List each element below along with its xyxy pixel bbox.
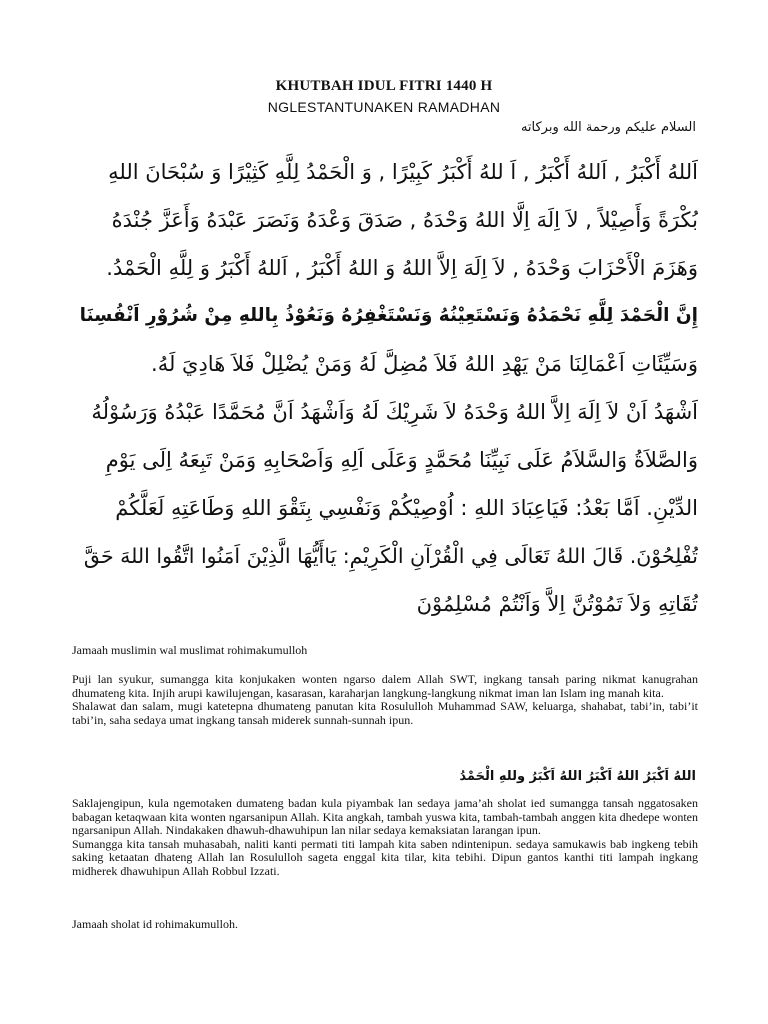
paragraph-muhasabah: Sumangga kita tansah muhasabah, naliti kanti permati titi lampah kita saben ndintenipun. sedaya samukawis bab ingkeng tebih saking ketaatan dhateng Allah lan Rosululloh sageta enggal kita tilar, kita tebihi. Dipun gantos kanthi titi lampah ingkang midherek dhawuhipun Allah Robbul Izzati. — [72, 836, 698, 878]
paragraph-shalawat: Shalawat dan salam, mugi katetepna dhumateng panutan kita Rosululloh Muhammad SAW, keluarga, shahabat, tabi’in, tabi’it tabi’in, saha sedaya umat ingkang tansah miderek sunnah-sunnah ipun. — [72, 699, 698, 727]
paragraph-reminder: Saklajengipun, kula ngemotaken dumateng badan kula piyambak lan sedaya jama’ah sholat ied sumangga tansah nggatosaken babagan ketaqwaan kita wonten ngarsanipun Allah. Kita angkah, tambah yuswa kita, tambah-tambah anggen kita dhedepe wonten ngarsanipun Allah. Nindakaken dhawuh-dhawuhipun lan nilar sedaya kemaksiatan larangan ipun. — [72, 796, 698, 838]
arabic-opening-block — [70, 148, 698, 628]
closing-greeting: Jamaah sholat id rohimakumulloh. — [72, 917, 238, 931]
takbir-line: اللهُ اَكْبَرُ اللهُ اَكْبَرُ اللهُ اَكْبَرُ وللهِ الْحَمْدُ — [459, 769, 696, 784]
document-title: KHUTBAH IDUL FITRI 1440 H — [275, 78, 493, 94]
arabic-line: اَللهُ أَكْبَرُ , اَللهُ أَكْبَرُ , اَ للهُ أَكْبَرُ كَبِيْرًا , وَ الْحَمْدُ لِلَّهِ كَثِيْرًا وَ سُبْحَانَ اللهِ — [108, 160, 698, 184]
greeting-paragraph: Jamaah muslimin wal muslimat rohimakumulloh — [72, 643, 308, 657]
arabic-line: وَهَزَمَ الْأَحْزَابَ وَحْدَهُ , لاَ اِلَهَ اِلاَّ اللهُ وَ اللهُ أَكْبَرُ , اَللهُ أَكْبَرُ وَ لِلَّهِ الْحَمْدُ. — [106, 256, 698, 280]
arabic-line: إِنَّ الْحَمْدَ لِلَّهِ نَحْمَدُهُ وَنَسْتَعِيْنُهُ وَنَسْتَغْفِرُهُ وَنَعُوْذُ بِاللهِ مِنْ شُرُوْرِ اَنْفُسِنَا — [79, 305, 698, 326]
arabic-line: بُكْرَةً وَأَصِيْلاً , لاَ اِلَهَ اِلَّا اللهُ وَحْدَهُ , صَدَقَ وَعْدَهُ وَنَصَرَ عَبْدَهُ وَأَعَزَّ جُنْدَهُ — [111, 208, 698, 232]
arabic-line: الدِّيْنِ. اَمَّا بَعْدُ: فَيَاعِبَادَ اللهِ : اُوْصِيْكُمْ وَنَفْسِي بِتَقْوَ اللهِ وَطَاعَتِهِ لَعَلَّكُمْ — [115, 496, 698, 520]
arabic-line: وَسَيِّئَاتِ اَعْمَالِنَا مَنْ يَهْدِ اللهُ فَلاَ مُضِلَّ لَهُ وَمَنْ يُضْلِلْ فَلاَ هَادِيَ لَهُ. — [151, 352, 698, 376]
body-paragraph-group — [72, 673, 698, 727]
arabic-line: تُقَاتِهِ وَلاَ تَمُوْتُنَّ اِلاَّ وَاَنْتُمْ مُسْلِمُوْنَ — [416, 592, 698, 616]
arabic-line: تُفْلِحُوْنَ. قَالَ اللهُ تَعَالَى فِي الْقُرْآنِ الْكَرِيْمِ: يَاأَيُّهَا الَّذِيْنَ اَمَنُوا اتَّقُوا اللهَ حَقَّ — [83, 544, 698, 568]
body-paragraph-group — [72, 797, 698, 879]
arabic-line: وَالصَّلاَةُ وَالسَّلاَمُ عَلَى نَبِيِّنَا مُحَمَّدٍ وَعَلَى اَلِهِ وَاَصْحَابِهِ وَمَنْ تَبِعَهُ اِلَى يَوْمِ — [105, 448, 698, 472]
salam-greeting: السلام عليكم ورحمة الله وبركاته — [520, 120, 696, 135]
document-subtitle: NGLESTANTUNAKEN RAMADHAN — [267, 99, 501, 115]
arabic-line: اَشْهَدُ اَنْ لاَ اِلَهَ اِلاَّ اللهُ وَحْدَهُ لاَ شَرِيْكَ لَهُ وَاَشْهَدُ اَنَّ مُحَمَّدًا عَبْدُهُ وَرَسُوْلُهُ — [91, 400, 698, 424]
paragraph-praise: Puji lan syukur, sumangga kita konjukaken wonten ngarso dalem Allah SWT, ingkang tansah paring nikmat kanugrahan dhumateng kita. Injih arupi kawilujengan, kasarasan, karaharjan langkung-langkung nikmat iman lan Islam ing manah kita. — [72, 672, 698, 700]
